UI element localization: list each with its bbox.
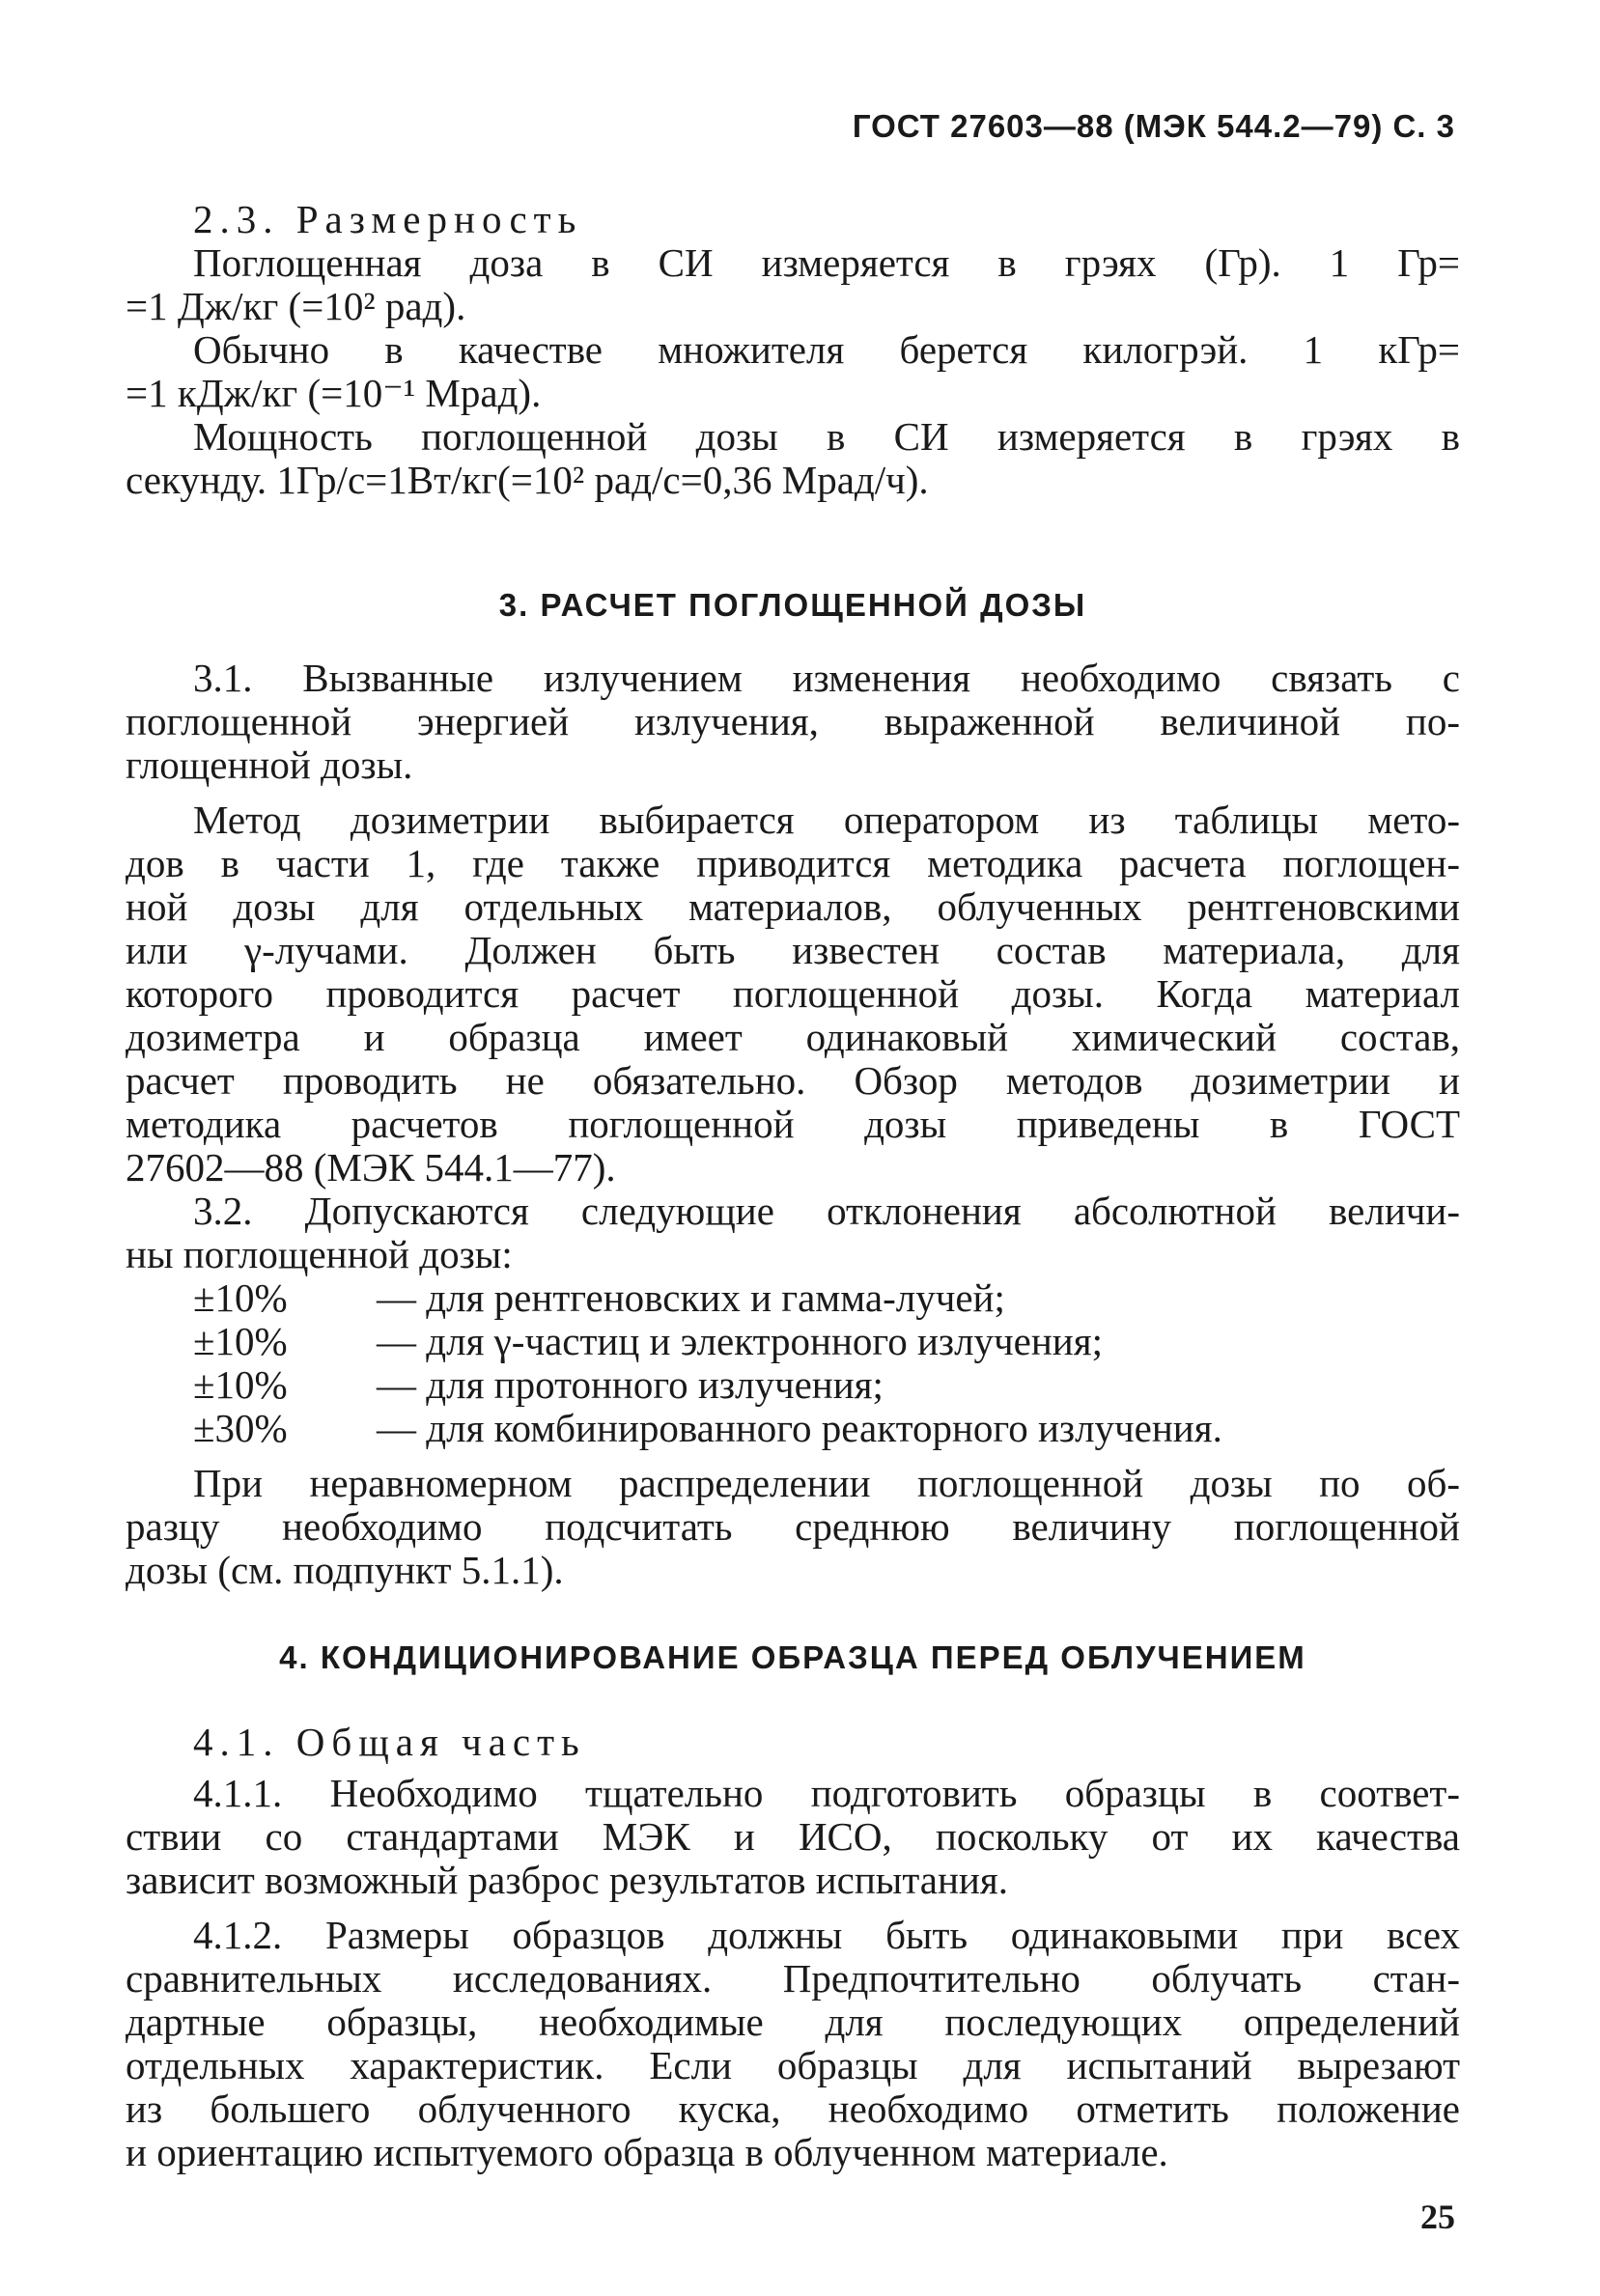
tolerance-desc: — для протонного излучения;	[377, 1362, 884, 1407]
section-3-heading-wrap	[126, 587, 1460, 624]
para-3-1-line: глощенной дозы.	[126, 742, 413, 787]
para-method-line: расчет проводить не обязательно. Обзор методов дозиметрии и	[126, 1058, 1460, 1103]
section-2-3-title: 2.3. Размерность	[193, 197, 583, 241]
para-4-1-1-line: зависит возможный разброс результатов испытания.	[126, 1858, 1008, 1902]
tolerance-item	[126, 1320, 1460, 1363]
para-method-line: Метод дозиметрии выбирается оператором из таблицы мето-	[193, 798, 1460, 842]
para-4-1-2-line: 4.1.2. Размеры образцов должны быть одинаковыми при всех	[193, 1913, 1460, 1957]
para-4-1-1-line: 4.1.1. Необходимо тщательно подготовить образцы в соответ-	[193, 1771, 1460, 1815]
para-uneven-line: разцу необходимо подсчитать среднюю величину поглощенной	[126, 1504, 1460, 1549]
section-4-heading-wrap	[126, 1639, 1460, 1676]
tolerance-item	[126, 1276, 1460, 1320]
tolerance-value: ±10%	[193, 1275, 288, 1320]
para-3-1-line: поглощенной энергией излучения, выраженной величиной по-	[126, 699, 1460, 743]
para-method-line: ной дозы для отдельных материалов, облученных рентгеновскими	[126, 884, 1460, 929]
tolerance-item	[126, 1363, 1460, 1407]
para-4-1-2-line: и ориентацию испытуемого образца в облученном материале.	[126, 2130, 1168, 2174]
tolerance-value: ±10%	[193, 1319, 288, 1363]
section-4-body	[126, 1721, 1460, 2174]
tolerance-desc: — для рентгеновских и гамма-лучей;	[377, 1275, 1005, 1320]
para-method-line: 27602—88 (МЭК 544.1—77).	[126, 1145, 616, 1190]
para-4-1-2-line: дартные образцы, необходимые для последующих определений	[126, 2000, 1460, 2044]
para-2-3-line-1: Поглощенная доза в СИ измеряется в грэях (Гр). 1 Гр=	[193, 240, 1460, 285]
para-4-1-2-line: из большего облученного куска, необходимо отметить положение	[126, 2086, 1460, 2131]
para-3-1-line: 3.1. Вызванные излучением изменения необходимо связать с	[193, 656, 1460, 700]
tolerance-desc: — для комбинированного реакторного излучения.	[377, 1406, 1222, 1450]
para-method-line: методика расчетов поглощенной дозы приведены в ГОСТ	[126, 1102, 1460, 1146]
para-method-line: или γ-лучами. Должен быть известен состав материала, для	[126, 928, 1460, 972]
para-method-line: которого проводится расчет поглощенной дозы. Когда материал	[126, 971, 1460, 1016]
para-4-1-2-line: сравнительных исследованиях. Предпочтительно облучать стан-	[126, 1956, 1460, 2001]
page-number: 25	[1420, 2198, 1455, 2236]
tolerance-desc: — для γ-частиц и электронного излучения;	[377, 1319, 1103, 1363]
para-uneven-line: При неравномерном распределении поглощенной дозы по об-	[193, 1461, 1460, 1505]
tolerance-item	[126, 1407, 1460, 1450]
para-method-line: дозиметра и образца имеет одинаковый химический состав,	[126, 1015, 1460, 1059]
section-3-body	[126, 657, 1460, 1592]
para-method-line: дов в части 1, где также приводится методика расчета поглощен-	[126, 841, 1460, 885]
section-4-heading: 4. КОНДИЦИОНИРОВАНИЕ ОБРАЗЦА ПЕРЕД ОБЛУЧЕНИЕМ	[279, 1639, 1306, 1675]
tolerance-value: ±10%	[193, 1362, 288, 1407]
para-2-3-line-2: =1 Дж/кг (=10² рад).	[126, 284, 466, 328]
para-2-3-line-3: Обычно в качестве множителя берется килогрэй. 1 кГр=	[193, 327, 1460, 372]
para-2-3-line-6: секунду. 1Гр/с=1Вт/кг(=10² рад/с=0,36 Мрад/ч).	[126, 458, 929, 502]
para-2-3-line-4: =1 кДж/кг (=10⁻¹ Мрад).	[126, 371, 542, 415]
section-2-3	[126, 198, 1460, 502]
para-4-1-2-line: отдельных характеристик. Если образцы для испытаний вырезают	[126, 2043, 1460, 2087]
tolerance-value: ±30%	[193, 1406, 288, 1450]
para-4-1-1-line: ствии со стандартами МЭК и ИСО, поскольку от их качества	[126, 1814, 1460, 1859]
section-3-heading: 3. РАСЧЕТ ПОГЛОЩЕННОЙ ДОЗЫ	[498, 587, 1087, 623]
section-4-1-title: 4.1. Общая часть	[193, 1720, 586, 1764]
para-3-2-line: ны поглощенной дозы:	[126, 1232, 513, 1276]
running-header: ГОСТ 27603—88 (МЭК 544.2—79) С. 3	[852, 108, 1455, 144]
para-uneven-line: дозы (см. подпункт 5.1.1).	[126, 1548, 564, 1592]
para-3-2-line: 3.2. Допускаются следующие отклонения абсолютной величи-	[193, 1189, 1460, 1233]
para-2-3-line-5: Мощность поглощенной дозы в СИ измеряется в грэях в	[193, 414, 1460, 459]
